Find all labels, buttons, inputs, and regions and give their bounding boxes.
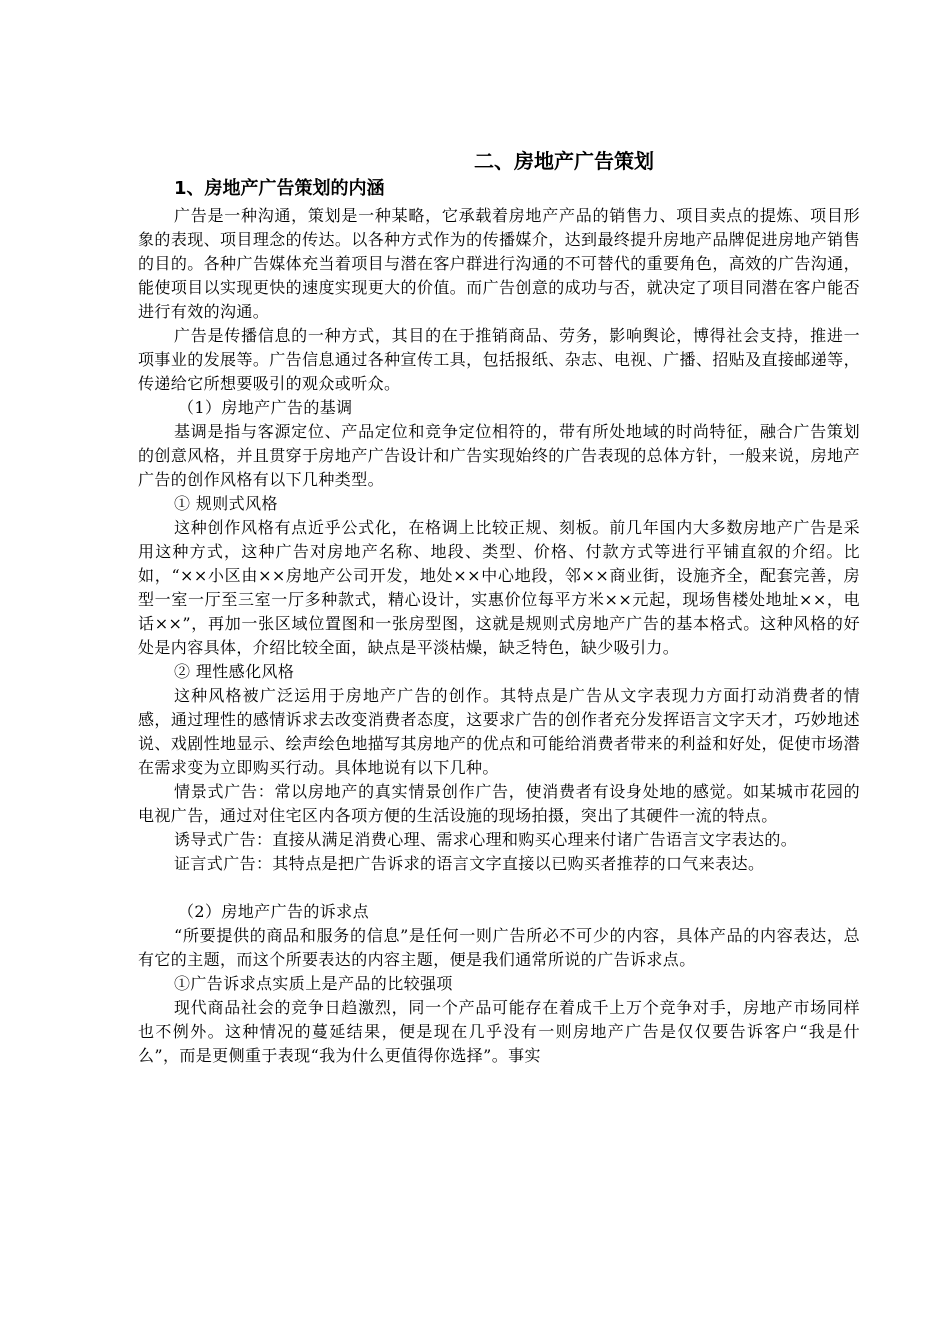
paragraph: 诱导式广告：直接从满足消费心理、需求心理和购买心理来付诸广告语言文字表达的。 <box>174 830 798 849</box>
paragraph: 广告是传播信息的一种方式，其目的在于推销商品、劳务，影响舆论，博得社会支持，推进一项事业的发展等。广告信息通过各种宣传工具，包括报纸、杂志、电视、广播、招贴及直接邮递等，传递给它所想要吸引的观众或听众。 <box>138 326 860 393</box>
blank-line <box>138 876 860 900</box>
paragraph: 证言式广告：其特点是把广告诉求的语言文字直接以已购买者推荐的口气来表达。 <box>174 854 765 873</box>
paragraph: “所要提供的商品和服务的信息”是任何一则广告所必不可少的内容，具体产品的内容表达，总有它的主题，而这个所要表达的内容主题，便是我们通常所说的广告诉求点。 <box>138 926 860 969</box>
paragraph: 广告是一种沟通，策划是一种某略，它承载着房地产产品的销售力、项目卖点的提炼、项目形象的表现、项目理念的传达。以各种方式作为的传播媒介，达到最终提升房地产品牌促进房地产销售的目的。各种广告媒体充当着项目与潜在客户群进行沟通的不可替代的重要角色，高效的广告沟通，能使项目以实现更快的速度实现更大的价值。而广告创意的成功与否，就决定了项目同潜在客户能否进行有效的沟通。 <box>138 206 860 321</box>
subsection-heading: （1）房地产广告的基调 <box>178 398 353 417</box>
paragraph: 这种风格被广泛运用于房地产广告的创作。其特点是广告从文字表现力方面打动消费者的情感，通过理性的感情诉求去改变消费者态度，这要求广告的创作者充分发挥语言文字天才，巧妙地述说、戏剧性地显示、绘声绘色地描写其房地产的优点和可能给消费者带来的利益和好处，促使市场潜在需求变为立即购买行动。具体地说有以下几种。 <box>138 686 860 777</box>
section-heading: 1、房地产广告策划的内涵 <box>174 178 385 199</box>
list-heading: ② 理性感化风格 <box>174 662 295 681</box>
list-heading: ① 规则式风格 <box>174 494 278 513</box>
paragraph: 现代商品社会的竞争日趋激烈，同一个产品可能存在着成千上万个竞争对手，房地产市场同样也不例外。这种情况的蔓延结果，便是现在几乎没有一则房地产广告是仅仅要告诉客户“我是什么”，而是更侧重于表现“我为什么更值得你选择”。事实 <box>138 998 860 1065</box>
list-heading: ①广告诉求点实质上是产品的比较强项 <box>174 974 453 993</box>
paragraph: 情景式广告：常以房地产的真实情景创作广告，使消费者有设身处地的感觉。如某城市花园的电视广告，通过对住宅区内各项方便的生活设施的现场拍摄，突出了其硬件一流的特点。 <box>138 782 860 825</box>
paragraph: 这种创作风格有点近乎公式化，在格调上比较正规、刻板。前几年国内大多数房地产广告是采用这种方式，这种广告对房地产名称、地段、类型、价格、付款方式等进行平铺直叙的介绍。比如，“××小区由××房地产公司开发，地处××中心地段，邻××商业街，设施齐全，配套完善，房型一室一厅至三室一厅多种款式，精心设计，实惠价位每平方米××元起，现场售楼处地址××，电话××”，再加一张区域位置图和一张房型图，这就是规则式房地产广告的基本格式。这种风格的好处是内容具体，介绍比较全面，缺点是平淡枯燥，缺乏特色，缺少吸引力。 <box>138 518 860 657</box>
paragraph: 基调是指与客源定位、产品定位和竞争定位相符的，带有所处地域的时尚特征，融合广告策划的创意风格，并且贯穿于房地产广告设计和广告实现始终的广告表现的总体方针，一般来说，房地产广告的创作风格有以下几种类型。 <box>138 422 860 489</box>
subsection-heading: （2）房地产广告的诉求点 <box>178 902 369 921</box>
document-title: 二、房地产广告策划 <box>474 149 654 173</box>
document-page <box>138 146 860 1068</box>
